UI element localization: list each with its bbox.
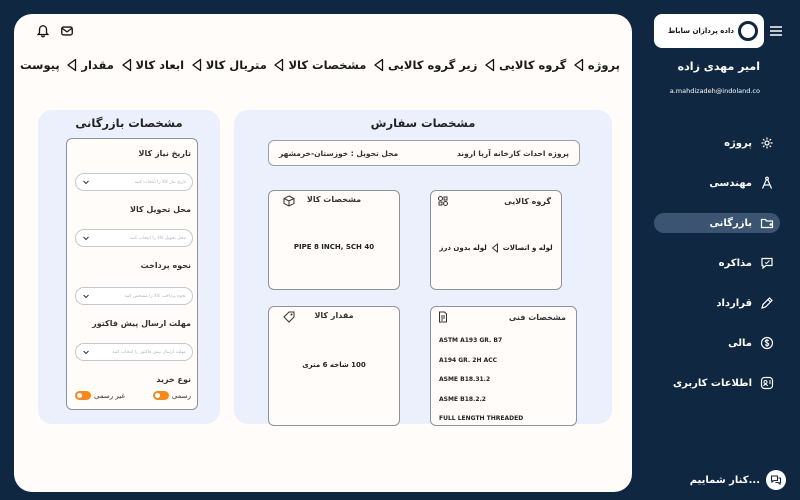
card-header	[437, 311, 566, 323]
unofficial-option[interactable]	[75, 391, 125, 400]
step-label: مقدار	[81, 58, 114, 72]
unofficial-label: غیر رسمی	[94, 391, 125, 400]
chevron-left-icon	[273, 58, 284, 72]
official-option[interactable]	[153, 391, 191, 400]
payment-select[interactable]	[75, 287, 193, 305]
chevron-left-icon	[491, 243, 499, 253]
user-info-icon	[760, 376, 774, 390]
chevron-down-icon	[82, 234, 90, 242]
step-label: متریال کالا	[205, 58, 267, 72]
official-label: رسمی	[171, 391, 191, 400]
nav-project[interactable]	[654, 133, 780, 153]
document-icon	[437, 311, 449, 323]
nav-label: اطلاعات کاربری	[672, 377, 752, 389]
tech-spec-item: ASTM A193 GR. B7	[439, 337, 503, 344]
delivery-location: محل تحویل : خوزستان-خرمشهر	[279, 148, 399, 158]
tech-spec-list	[439, 331, 523, 429]
chevron-down-icon	[82, 292, 90, 300]
company-logo	[654, 14, 764, 48]
main-content	[14, 14, 632, 492]
step-sub-group[interactable]	[373, 58, 477, 72]
quantity-card	[268, 306, 400, 426]
payment-label: نحوه پرداخت	[140, 261, 191, 270]
commerce-specs-title: مشخصات بازرگانی	[75, 116, 183, 130]
need-date-placeholder: تاریخ نیاز کالا را انتخاب کنید	[134, 179, 186, 185]
goods-group-card	[430, 190, 562, 290]
delivery-select[interactable]	[75, 229, 193, 247]
step-label: زیر گروه کالایی	[387, 58, 478, 72]
step-label: ابعاد کالا	[135, 58, 185, 72]
nav-label: بازرگانی	[709, 217, 752, 229]
steps-breadcrumb	[20, 58, 620, 72]
pen-icon	[760, 296, 774, 310]
nav-contract[interactable]	[654, 293, 780, 313]
chevron-left-icon	[191, 58, 202, 72]
company-name: داده پردازان ساباط	[667, 27, 734, 35]
step-label: گروه کالایی	[498, 58, 567, 72]
goods-group-child: لوله بدون درز	[439, 244, 487, 252]
chevron-down-icon	[82, 348, 90, 356]
tech-spec-item: A194 GR. 2H ACC	[439, 356, 498, 364]
chevron-left-icon	[373, 58, 384, 72]
invoice-deadline-placeholder: مهلت ارسال پیش فاکتور را انتخاب کنید	[112, 349, 186, 355]
order-specs-title: مشخصات سفارش	[370, 116, 476, 130]
box-icon	[283, 195, 295, 207]
dollar-icon	[760, 336, 774, 350]
order-specs-panel	[234, 110, 612, 424]
project-name: پروژه احداث کارخانه آریا اروند	[456, 148, 569, 158]
goods-group-path	[431, 243, 561, 253]
nav-label: پروژه	[724, 137, 752, 149]
goods-group-parent: لوله و اتصالات	[502, 244, 553, 252]
payment-placeholder: نحوه پرداخت کالا را مشخص کنید	[124, 293, 186, 299]
project-info-box	[268, 140, 580, 166]
chat-icon	[760, 256, 774, 270]
commerce-specs-panel	[38, 110, 220, 424]
goods-spec-value: PIPE 8 INCH, SCH 40	[293, 243, 375, 251]
nav-negotiation[interactable]	[654, 253, 780, 273]
user-name: امیر مهدی زاده	[677, 60, 760, 73]
need-date-select[interactable]	[75, 173, 193, 191]
purchase-type-label: نوع خرید	[156, 375, 191, 384]
chevron-left-icon	[121, 58, 132, 72]
nav-label: قرارداد	[716, 297, 752, 309]
step-project[interactable]	[573, 58, 620, 72]
user-email: a.mahdizadeh@indoland.co	[669, 87, 760, 95]
tech-spec-item: ASME B18.2.2	[439, 395, 486, 403]
chevron-down-icon	[82, 178, 90, 186]
step-label: پروژه	[587, 58, 620, 72]
official-toggle[interactable]	[153, 391, 169, 400]
tech-spec-item: FULL LENGTH THREADED	[439, 415, 524, 422]
step-dimensions[interactable]	[121, 58, 185, 72]
step-material[interactable]	[191, 58, 267, 72]
gear-icon	[760, 136, 774, 150]
delivery-label: محل تحویل کالا	[130, 205, 191, 214]
card-header	[437, 195, 551, 207]
sidebar	[640, 0, 800, 500]
category-icon	[437, 195, 449, 207]
nav-label: مالی	[728, 337, 752, 349]
bell-icon[interactable]	[36, 24, 50, 38]
top-icons	[36, 24, 74, 38]
step-goods-spec[interactable]	[273, 58, 366, 72]
quantity-value: 100 شاخه 6 متری	[302, 361, 366, 369]
hamburger-menu-icon[interactable]	[770, 26, 782, 36]
support-label: کنار شماییم...	[689, 474, 760, 486]
nav-label: مهندسی	[709, 177, 752, 189]
invoice-deadline-label: مهلت ارسال پیش فاکتور	[92, 319, 191, 328]
delivery-placeholder: محل تحویل کالا را انتخاب کنید	[129, 235, 186, 241]
tech-spec-card	[430, 306, 577, 426]
commerce-form	[66, 138, 198, 410]
goods-spec-title: مشخصات کالا	[306, 195, 362, 204]
support-chat-icon	[766, 470, 786, 490]
step-label: مشخصات کالا	[288, 58, 367, 72]
step-goods-group[interactable]	[484, 58, 566, 72]
chevron-left-icon	[573, 58, 584, 72]
support-button[interactable]	[690, 470, 786, 490]
invoice-deadline-select[interactable]	[75, 343, 193, 361]
folder-icon	[760, 216, 774, 230]
nav-label: مذاکره	[718, 257, 752, 269]
nav-finance[interactable]	[654, 333, 780, 353]
step-quantity[interactable]	[66, 58, 114, 72]
purchase-type-toggles	[75, 391, 191, 400]
need-date-label: تاریخ نیاز کالا	[138, 149, 191, 158]
chevron-left-icon	[484, 58, 495, 72]
goods-spec-card	[268, 190, 400, 290]
nav-engineering[interactable]	[654, 173, 780, 193]
tech-spec-item: ASME B18.31.2	[439, 376, 491, 383]
mail-icon[interactable]	[60, 24, 74, 38]
nav-commerce[interactable]	[654, 213, 780, 233]
tag-icon	[283, 311, 295, 323]
unofficial-toggle[interactable]	[75, 391, 91, 400]
step-attachment[interactable]	[20, 58, 60, 72]
compass-icon	[760, 176, 774, 190]
nav-user-info[interactable]	[654, 373, 780, 393]
quantity-title: مقدار کالا	[314, 311, 354, 320]
logo-icon	[738, 21, 758, 41]
chevron-left-icon	[66, 58, 77, 72]
tech-spec-title: مشخصات فنی	[508, 312, 566, 322]
step-label: پیوست	[20, 58, 60, 72]
goods-group-title: گروه کالایی	[504, 196, 551, 206]
